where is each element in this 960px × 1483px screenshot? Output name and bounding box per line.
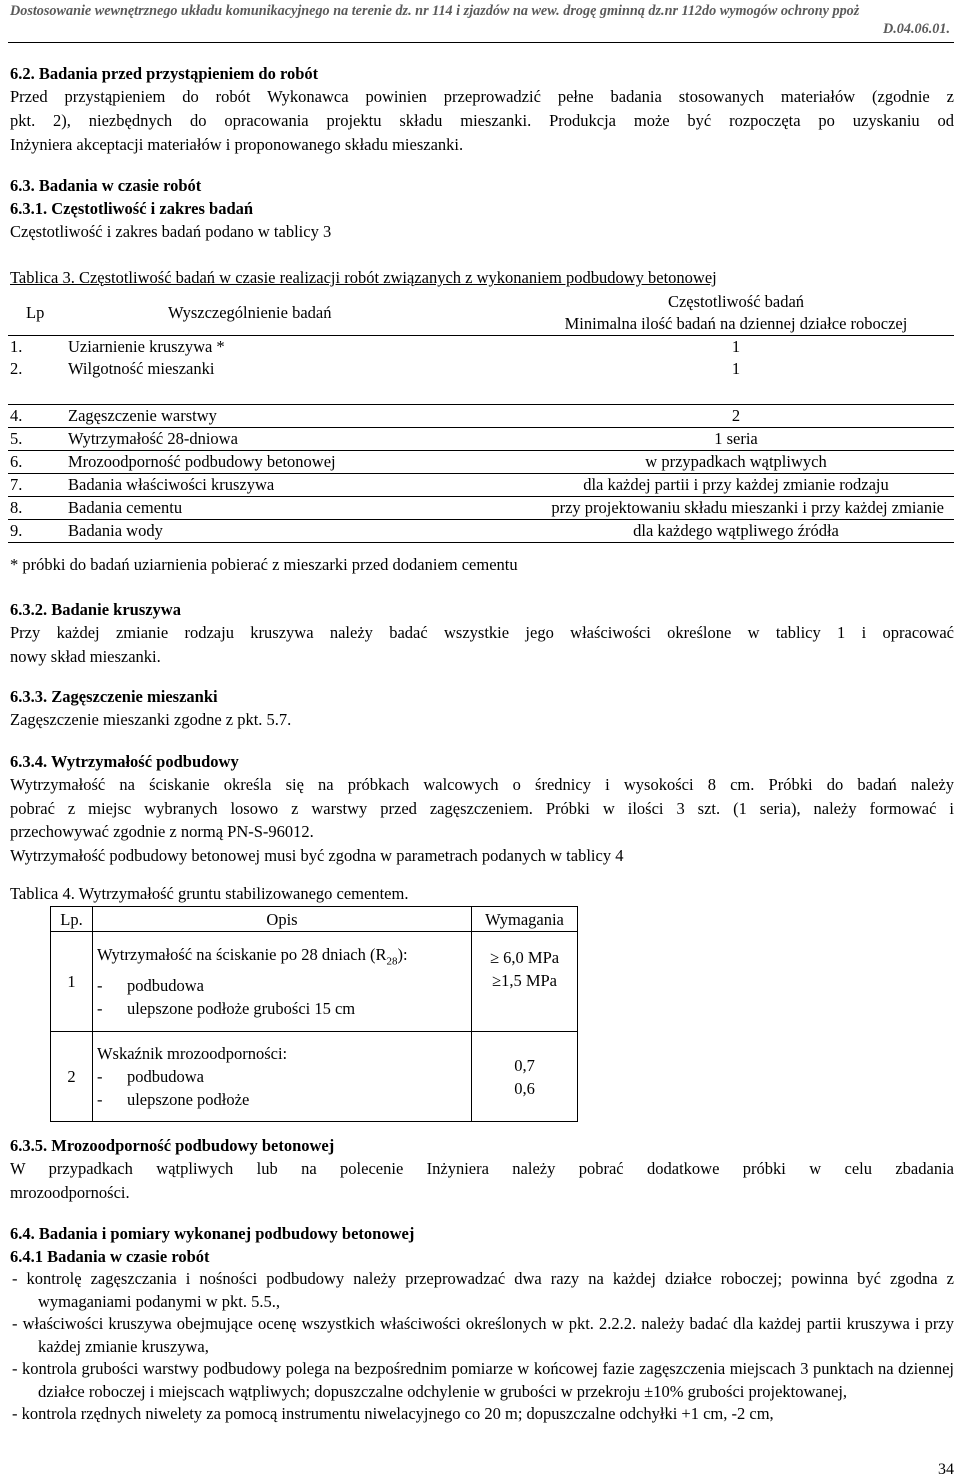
row-req: ≥ 6,0 MPa ≥1,5 MPa xyxy=(472,932,578,1032)
row-req: 0,7 0,6 xyxy=(472,1032,578,1122)
s634-line1: Wytrzymałość na ściskanie określa się na próbkach walcowych o średnicy i wysokości 8 cm. Próbki do badań należy xyxy=(10,775,954,794)
section-6-4-heading: 6.4. Badania i pomiary wykonanej podbudowy betonowej xyxy=(10,1224,415,1243)
section-6-3-1-heading: 6.3.1. Częstotliwość i zakres badań xyxy=(10,199,254,218)
row-desc: Mrozoodporność podbudowy betonowej xyxy=(68,450,478,473)
table4-header-row xyxy=(51,907,578,932)
row-lp: 6. xyxy=(8,450,68,473)
s634-line2: pobrać z miejsc wybranych losowo z warstwy przed zagęszczeniem. Próbki w ilości 3 szt. (1 seria), należy formować i xyxy=(10,798,954,818)
row-desc: Badania cementu xyxy=(68,496,478,519)
s62-line2: pkt. 2), niezbędnych do opracowania projektu składu mieszanki. Produkcja może być rozpoczęta po uzyskaniu od xyxy=(10,111,954,130)
table-row xyxy=(8,519,954,542)
table-row xyxy=(8,336,954,359)
section-6-3-3-heading: 6.3.3. Zagęszczenie mieszanki xyxy=(10,687,218,706)
list-item: - właściwości kruszywa obejmujące ocenę wszystkich właściwości określonych w pkt. 2.2.2. należy badać dla każdej partii kruszywa i przy każdej zmianie kruszywa, xyxy=(12,1314,954,1356)
section-6-3-2-heading: 6.3.2. Badanie kruszywa xyxy=(10,600,181,619)
table3-col-desc: Wyszczególnienie badań xyxy=(68,291,478,336)
row-item: - podbudowa xyxy=(96,1067,204,1086)
table-row xyxy=(8,404,954,427)
table4-caption: Tablica 4. Wytrzymałość gruntu stabilizowanego cementem. xyxy=(10,884,409,903)
table4-col-opis: Opis xyxy=(92,907,471,932)
section-6-2-heading: 6.2. Badania przed przystąpieniem do robót xyxy=(10,64,319,83)
row-lp: 1 xyxy=(51,932,93,1032)
row-desc: Badania wody xyxy=(68,519,478,542)
section-6-4-1-list xyxy=(10,1268,954,1426)
row-desc: Zagęszczenie warstwy xyxy=(68,404,478,427)
row-lp: 9. xyxy=(8,519,68,542)
row-lp: 2. xyxy=(10,359,23,378)
row-freq: 1 xyxy=(731,337,741,356)
row-item: - ulepszone podłoże xyxy=(96,1090,250,1109)
row-freq: dla każdego wątpliwego źródła xyxy=(478,519,954,542)
row-freq: dla każdej partii i przy każdej zmianie rodzaju xyxy=(478,473,954,496)
row-desc: Badania właściwości kruszywa xyxy=(68,473,478,496)
table-row xyxy=(51,1032,578,1122)
row-lp: 8. xyxy=(8,496,68,519)
table3-footnote: * próbki do badań uziarnienia pobierać z mieszarki przed dodaniem cementu xyxy=(10,555,518,574)
s632-line2: nowy skład mieszanki. xyxy=(10,647,161,666)
row-freq: 2 xyxy=(478,404,954,427)
header-spec-code: D.04.06.01. xyxy=(883,21,950,37)
section-6-3-4-heading: 6.3.4. Wytrzymałość podbudowy xyxy=(10,752,239,771)
list-item: - kontrola grubości warstwy podbudowy polega na bezpośrednim pomiarze w końcowej fazie zagęszczenia miejscach 3 punktach na dziennej działce roboczej i miejscach wątpliwych; dopuszczalne odchylenie w grubości w przekroju ±10% grubości projektowanej, xyxy=(12,1359,954,1401)
row-item: - ulepszone podłoże grubości 15 cm xyxy=(96,998,356,1018)
table-4 xyxy=(50,906,578,1122)
row-freq: w przypadkach wątpliwych xyxy=(478,450,954,473)
row-desc: Wilgotność mieszanki xyxy=(68,359,215,378)
running-header xyxy=(10,2,956,38)
row-freq: 1 seria xyxy=(478,427,954,450)
section-6-2-body xyxy=(10,85,954,157)
section-6-3-heading: 6.3. Badania w czasie robót xyxy=(10,176,202,195)
s632-line1: Przy każdej zmianie rodzaju kruszywa należy badać wszystkie jego właściwości określone w tablicy 1 i opracować xyxy=(10,623,954,642)
s634-line3: przechowywać zgodnie z normą PN-S-96012. xyxy=(10,822,314,841)
row-lp: 4. xyxy=(8,404,68,427)
s635-line1: W przypadkach wątpliwych lub na polecenie Inżyniera należy pobrać dodatkowe próbki w celu zbadania xyxy=(10,1159,954,1178)
header-title: Dostosowanie wewnętrznego układu komunikacyjnego na terenie dz. nr 114 i zjazdów na wew. drogę gminną dz.nr 112do wymogów ochrony ppoż xyxy=(10,3,860,19)
header-divider xyxy=(8,42,954,43)
section-6-3-3-text: Zagęszczenie mieszanki zgodne z pkt. 5.7. xyxy=(10,710,292,729)
row-desc: Uziarnienie kruszywa * xyxy=(68,337,225,356)
table4-col-req: Wymagania xyxy=(472,907,578,932)
table3-col-freq: Częstotliwość badań xyxy=(667,292,805,311)
table3-col-freq-sub: Minimalna ilość badań na dziennej działce roboczej xyxy=(478,313,954,336)
s634-line4: Wytrzymałość podbudowy betonowej musi być zgodna w parametrach podanych w tablicy 4 xyxy=(10,845,624,865)
row-desc xyxy=(92,932,471,1032)
table-row xyxy=(8,450,954,473)
section-6-4-1-heading: 6.4.1 Badania w czasie robót xyxy=(10,1247,210,1266)
row-lp: 5. xyxy=(8,427,68,450)
table-row xyxy=(8,427,954,450)
table-3 xyxy=(8,291,954,543)
table3-col-lp: Lp xyxy=(8,291,68,336)
row-lp: 1. xyxy=(10,337,23,356)
table3-caption: Tablica 3. Częstotliwość badań w czasie realizacji robót związanych z wykonaniem podbudowy betonowej xyxy=(10,268,717,287)
table-row xyxy=(8,473,954,496)
list-item: - kontrola rzędnych niwelety za pomocą instrumentu niwelacyjnego co 20 m; dopuszczalne odchyłki +1 cm, -2 cm, xyxy=(12,1404,774,1423)
page-number: 34 xyxy=(938,1461,954,1478)
row-title: Wskaźnik mrozoodporności: xyxy=(96,1044,288,1063)
row-title: Wytrzymałość na ściskanie po 28 dniach $(R_{28})$: xyxy=(96,945,408,968)
row-desc: Wytrzymałość 28-dniowa xyxy=(68,427,478,450)
row-freq: przy projektowaniu składu mieszanki i przy każdej zmianie xyxy=(478,496,954,519)
table4-col-lp: Lp. xyxy=(51,907,93,932)
row-desc xyxy=(92,1032,471,1122)
s62-line1: Przed przystąpieniem do robót Wykonawca powinien przeprowadzić pełne badania stosowanych materiałów (zgodnie z xyxy=(10,87,954,106)
table-row xyxy=(8,496,954,519)
section-6-3-5-heading: 6.3.5. Mrozoodporność podbudowy betonowej xyxy=(10,1136,335,1155)
row-item: - podbudowa xyxy=(96,975,204,995)
table-row xyxy=(8,358,954,380)
row-lp: 2 xyxy=(51,1032,93,1122)
row-freq: 1 xyxy=(731,359,741,378)
s635-line2: mrozoodporności. xyxy=(10,1183,130,1202)
list-item: - kontrolę zagęszczania i nośności podbudowy należy przeprowadzać dwa razy na każdej działce roboczej; powinna być zgodna z wymaganiami podanymi w pkt. 5.5., xyxy=(12,1269,954,1311)
table3-header-row xyxy=(8,291,954,313)
table-row xyxy=(51,932,578,1032)
section-6-3-1-text: Częstotliwość i zakres badań podano w tablicy 3 xyxy=(10,222,332,241)
row-lp: 7. xyxy=(8,473,68,496)
s62-line3: Inżyniera akceptacji materiałów i proponowanego składu mieszanki. xyxy=(10,135,464,154)
